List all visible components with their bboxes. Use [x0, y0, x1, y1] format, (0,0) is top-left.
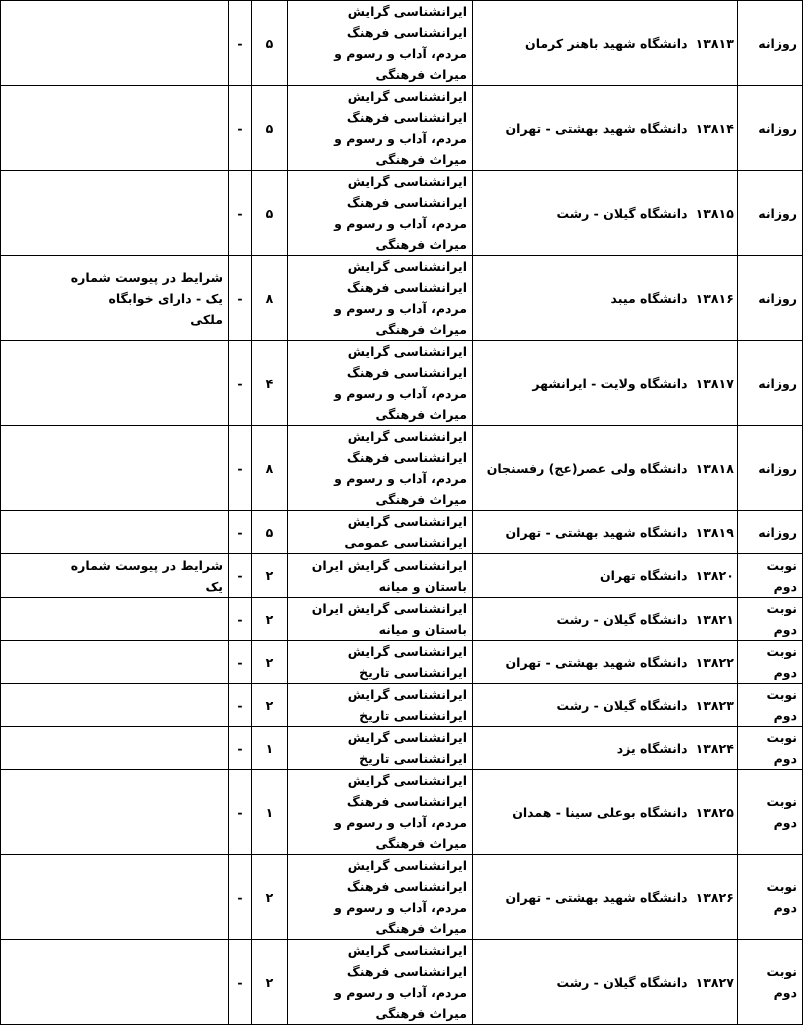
gender-cell: - [229, 86, 252, 171]
field-cell-line: ایرانشناسی گرایش ایرانشناسی فرهنگ [346, 858, 467, 894]
table-row [1, 855, 803, 940]
university-cell: دانشگاه یزد [473, 727, 693, 770]
field-cell [288, 86, 473, 171]
capacity-cell: ۲ [252, 641, 288, 684]
university-cell: دانشگاه گیلان - رشت [473, 598, 693, 641]
program-code-cell: ۱۳۸۱۵ [693, 171, 738, 256]
conditions-cell [1, 1, 229, 86]
gender-cell: - [229, 727, 252, 770]
gender-cell: - [229, 598, 252, 641]
gender-cell: - [229, 1, 252, 86]
course-type-cell: روزانه [738, 341, 803, 426]
capacity-cell: ۴ [252, 341, 288, 426]
field-cell-line: مردم، آداب و رسوم و میراث فرهنگی [334, 900, 467, 936]
conditions-cell [1, 256, 229, 341]
capacity-cell: ۲ [252, 554, 288, 598]
table-row [1, 256, 803, 341]
field-cell-line: ایرانشناسی گرایش ایران باستان و میانه [311, 601, 467, 637]
field-cell-line: ایرانشناسی گرایش ایرانشناسی فرهنگ [346, 773, 467, 809]
conditions-cell [1, 171, 229, 256]
field-cell [288, 1, 473, 86]
field-cell-line: ایرانشناسی گرایش ایرانشناسی فرهنگ [346, 89, 467, 125]
course-type-cell: نوبت دوم [738, 770, 803, 855]
course-type-cell: روزانه [738, 1, 803, 86]
conditions-cell [1, 426, 229, 511]
conditions-cell-line: یک - دارای خوابگاه [108, 290, 223, 306]
program-code-cell: ۱۳۸۲۵ [693, 770, 738, 855]
conditions-cell [1, 727, 229, 770]
field-cell-line: ایرانشناسی گرایش ایرانشناسی فرهنگ [346, 259, 467, 295]
capacity-cell: ۲ [252, 855, 288, 940]
gender-cell: - [229, 940, 252, 1025]
gender-cell: - [229, 554, 252, 598]
course-type-cell: روزانه [738, 171, 803, 256]
field-cell [288, 554, 473, 598]
course-type-cell: نوبت دوم [738, 855, 803, 940]
course-type-cell: نوبت دوم [738, 598, 803, 641]
field-cell [288, 256, 473, 341]
field-cell-line: ایرانشناسی گرایش ایرانشناسی فرهنگ [346, 174, 467, 210]
conditions-cell [1, 641, 229, 684]
table-row [1, 341, 803, 426]
program-code-cell: ۱۳۸۱۸ [693, 426, 738, 511]
course-type-cell: روزانه [738, 511, 803, 554]
gender-cell: - [229, 341, 252, 426]
program-code-cell: ۱۳۸۲۲ [693, 641, 738, 684]
program-code-cell: ۱۳۸۲۱ [693, 598, 738, 641]
table-row [1, 598, 803, 641]
course-type-cell: روزانه [738, 256, 803, 341]
capacity-cell: ۱ [252, 727, 288, 770]
course-type-cell: نوبت دوم [738, 940, 803, 1025]
conditions-cell-line: شرایط در پیوست شماره [70, 269, 223, 285]
gender-cell: - [229, 641, 252, 684]
field-cell-line: ایرانشناسی گرایش ایرانشناسی فرهنگ [346, 4, 467, 40]
table-row [1, 554, 803, 598]
conditions-cell [1, 855, 229, 940]
course-type-cell: نوبت دوم [738, 727, 803, 770]
conditions-cell [1, 511, 229, 554]
university-cell: دانشگاه شهید بهشتی - تهران [473, 641, 693, 684]
field-cell [288, 855, 473, 940]
field-cell-line: مردم، آداب و رسوم و میراث فرهنگی [334, 471, 467, 507]
field-cell-line: ایرانشناسی گرایش ایرانشناسی تاریخ [347, 644, 467, 680]
field-cell [288, 770, 473, 855]
conditions-cell [1, 770, 229, 855]
capacity-cell: ۵ [252, 511, 288, 554]
university-cell: دانشگاه ولایت - ایرانشهر [473, 341, 693, 426]
gender-cell: - [229, 256, 252, 341]
table-row [1, 171, 803, 256]
gender-cell: - [229, 426, 252, 511]
field-cell [288, 684, 473, 727]
program-code-cell: ۱۳۸۱۶ [693, 256, 738, 341]
gender-cell: - [229, 511, 252, 554]
conditions-cell-line: شرایط در پیوست شماره [70, 557, 223, 573]
conditions-cell [1, 940, 229, 1025]
table-row [1, 426, 803, 511]
field-cell [288, 598, 473, 641]
field-cell-line: مردم، آداب و رسوم و میراث فرهنگی [334, 216, 467, 252]
capacity-cell: ۸ [252, 256, 288, 341]
table-row [1, 511, 803, 554]
gender-cell: - [229, 770, 252, 855]
table-row [1, 1, 803, 86]
gender-cell: - [229, 684, 252, 727]
university-cell: دانشگاه شهید بهشتی - تهران [473, 86, 693, 171]
field-cell-line: ایرانشناسی گرایش ایرانشناسی تاریخ [347, 730, 467, 766]
table-row [1, 86, 803, 171]
program-code-cell: ۱۳۸۲۶ [693, 855, 738, 940]
university-cell: دانشگاه گیلان - رشت [473, 171, 693, 256]
university-cell: دانشگاه شهید بهشتی - تهران [473, 855, 693, 940]
field-cell-line: ایرانشناسی گرایش ایرانشناسی فرهنگ [346, 344, 467, 380]
capacity-cell: ۲ [252, 940, 288, 1025]
program-code-cell: ۱۳۸۱۹ [693, 511, 738, 554]
field-cell-line: مردم، آداب و رسوم و میراث فرهنگی [334, 46, 467, 82]
university-cell: دانشگاه شهید باهنر کرمان [473, 1, 693, 86]
capacity-cell: ۸ [252, 426, 288, 511]
university-cell: دانشگاه تهران [473, 554, 693, 598]
field-cell [288, 727, 473, 770]
conditions-cell [1, 598, 229, 641]
field-cell-line: ایرانشناسی گرایش ایرانشناسی عمومی [344, 514, 467, 550]
program-code-cell: ۱۳۸۲۳ [693, 684, 738, 727]
table-row [1, 641, 803, 684]
gender-cell: - [229, 855, 252, 940]
field-cell-line: ایرانشناسی گرایش ایرانشناسی فرهنگ [346, 943, 467, 979]
capacity-cell: ۵ [252, 1, 288, 86]
conditions-cell [1, 341, 229, 426]
field-cell-line: ایرانشناسی گرایش ایرانشناسی فرهنگ [346, 429, 467, 465]
capacity-cell: ۵ [252, 86, 288, 171]
conditions-cell [1, 684, 229, 727]
conditions-cell [1, 554, 229, 598]
university-cell: دانشگاه میبد [473, 256, 693, 341]
course-type-cell: روزانه [738, 86, 803, 171]
program-code-cell: ۱۳۸۲۰ [693, 554, 738, 598]
gender-cell: - [229, 171, 252, 256]
capacity-cell: ۲ [252, 684, 288, 727]
university-cell: دانشگاه گیلان - رشت [473, 684, 693, 727]
field-cell [288, 511, 473, 554]
university-cell: دانشگاه گیلان - رشت [473, 940, 693, 1025]
university-cell: دانشگاه شهید بهشتی - تهران [473, 511, 693, 554]
program-code-cell: ۱۳۸۱۷ [693, 341, 738, 426]
field-cell [288, 426, 473, 511]
field-cell-line: مردم، آداب و رسوم و میراث فرهنگی [334, 131, 467, 167]
field-cell-line: مردم، آداب و رسوم و میراث فرهنگی [334, 815, 467, 851]
capacity-cell: ۱ [252, 770, 288, 855]
course-type-cell: نوبت دوم [738, 641, 803, 684]
table-body [1, 1, 803, 1025]
program-code-cell: ۱۳۸۲۴ [693, 727, 738, 770]
course-type-cell: نوبت دوم [738, 684, 803, 727]
capacity-cell: ۵ [252, 171, 288, 256]
program-code-cell: ۱۳۸۱۴ [693, 86, 738, 171]
table-row [1, 684, 803, 727]
conditions-cell-line: یک [205, 578, 223, 594]
field-cell [288, 940, 473, 1025]
conditions-cell [1, 86, 229, 171]
capacity-cell: ۲ [252, 598, 288, 641]
field-cell [288, 341, 473, 426]
field-cell-line: ایرانشناسی گرایش ایرانشناسی تاریخ [347, 687, 467, 723]
table-row [1, 770, 803, 855]
table-row [1, 940, 803, 1025]
program-code-cell: ۱۳۸۲۷ [693, 940, 738, 1025]
course-type-cell: نوبت دوم [738, 554, 803, 598]
university-cell: دانشگاه بوعلی سینا - همدان [473, 770, 693, 855]
university-cell: دانشگاه ولی عصر(عج) رفسنجان [473, 426, 693, 511]
field-cell-line: مردم، آداب و رسوم و میراث فرهنگی [334, 386, 467, 422]
field-cell-line: مردم، آداب و رسوم و میراث فرهنگی [334, 301, 467, 337]
conditions-cell-line: ملکی [190, 311, 223, 327]
course-type-cell: روزانه [738, 426, 803, 511]
field-cell [288, 641, 473, 684]
table-row [1, 727, 803, 770]
field-cell-line: مردم، آداب و رسوم و میراث فرهنگی [334, 985, 467, 1021]
field-cell-line: ایرانشناسی گرایش ایران باستان و میانه [311, 557, 467, 594]
program-code-cell: ۱۳۸۱۳ [693, 1, 738, 86]
field-cell [288, 171, 473, 256]
